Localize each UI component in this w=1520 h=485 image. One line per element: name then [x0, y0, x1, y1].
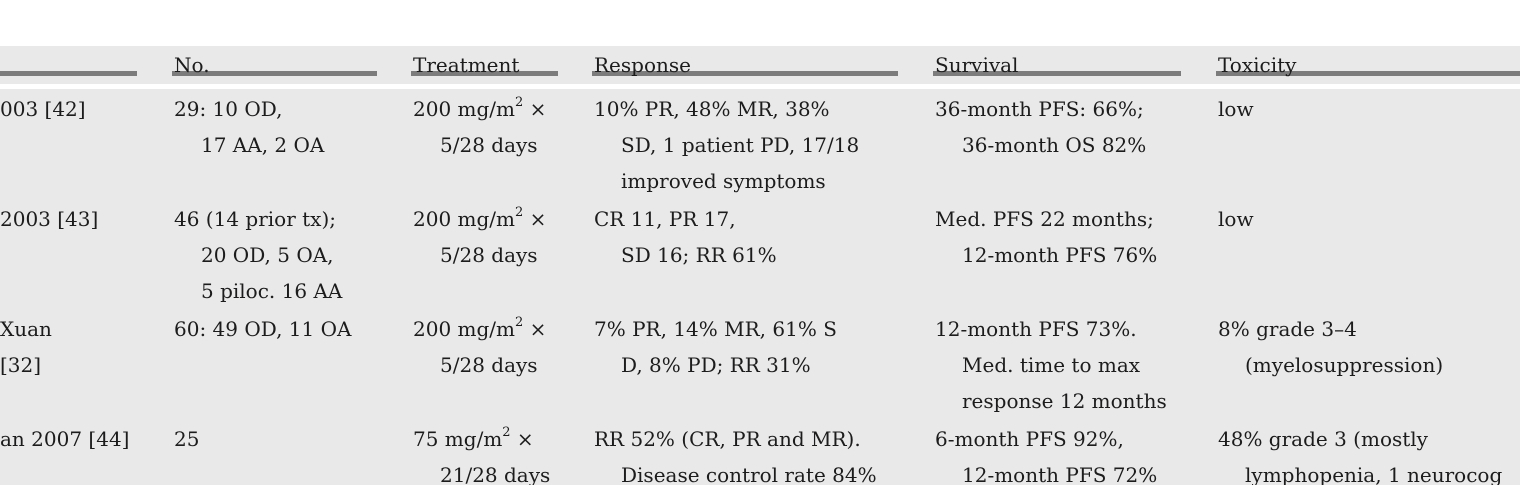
- header-survival: Survival: [935, 53, 1019, 77]
- data-table: [0, 46, 1520, 485]
- cell-survival: 12-month PFS 73%. Med. time to max response 12 months: [935, 317, 1167, 413]
- header-toxicity: Toxicity: [1218, 53, 1297, 77]
- cell-study: Xuan [32]: [0, 317, 52, 377]
- cell-response: RR 52% (CR, PR and MR). Disease control rate 84%: [594, 427, 877, 485]
- cell-no: 29: 10 OD, 17 AA, 2 OA: [174, 97, 325, 157]
- table-body: [0, 89, 1520, 485]
- header-no: No.: [174, 53, 210, 77]
- cell-response: 7% PR, 14% MR, 61% S D, 8% PD; RR 31%: [594, 317, 837, 377]
- table-row: [0, 91, 1520, 199]
- table-row: [0, 201, 1520, 309]
- cell-treatment: 75 $mg/m^2$ × 21/28 days: [413, 425, 551, 485]
- cell-survival: 6-month PFS 92%, 12-month PFS 72%: [935, 427, 1158, 485]
- cell-toxicity: low: [1218, 207, 1254, 231]
- cell-treatment: 200 $mg/m^2$ × 5/28 days: [413, 315, 547, 377]
- cell-survival: Med. PFS 22 months; 12-month PFS 76%: [935, 207, 1158, 267]
- cell-study: 003 [42]: [0, 97, 86, 121]
- header-response: Response: [594, 53, 691, 77]
- cell-study: 2003 [43]: [0, 207, 99, 231]
- cell-survival: 36-month PFS: 66%; 36-month OS 82%: [935, 97, 1147, 157]
- cell-toxicity: 8% grade 3–4 (myelosuppression): [1218, 317, 1444, 377]
- cell-response: CR 11, PR 17, SD 16; RR 61%: [594, 207, 777, 267]
- table-header-row: [0, 46, 1520, 84]
- cell-treatment: 200 $mg/m^2$ × 5/28 days: [413, 205, 547, 267]
- table-row: [0, 421, 1520, 485]
- cell-study: an 2007 [44]: [0, 427, 130, 451]
- table-row: [0, 311, 1520, 419]
- header-rule: [0, 71, 137, 76]
- cell-response: 10% PR, 48% MR, 38% SD, 1 patient PD, 17/18 improved symptoms: [594, 97, 860, 193]
- cell-toxicity: low: [1218, 97, 1254, 121]
- cell-no: 46 (14 prior tx); 20 OD, 5 OA, 5 piloc. 16 AA: [174, 207, 343, 303]
- header-treatment: Treatment: [413, 53, 520, 77]
- cell-no: 60: 49 OD, 11 OA: [174, 317, 352, 341]
- cell-no: 25: [174, 427, 200, 451]
- cell-toxicity: 48% grade 3 (mostly lymphopenia, 1 neurocog: [1218, 427, 1503, 485]
- cell-treatment: 200 $mg/m^2$ × 5/28 days: [413, 95, 547, 157]
